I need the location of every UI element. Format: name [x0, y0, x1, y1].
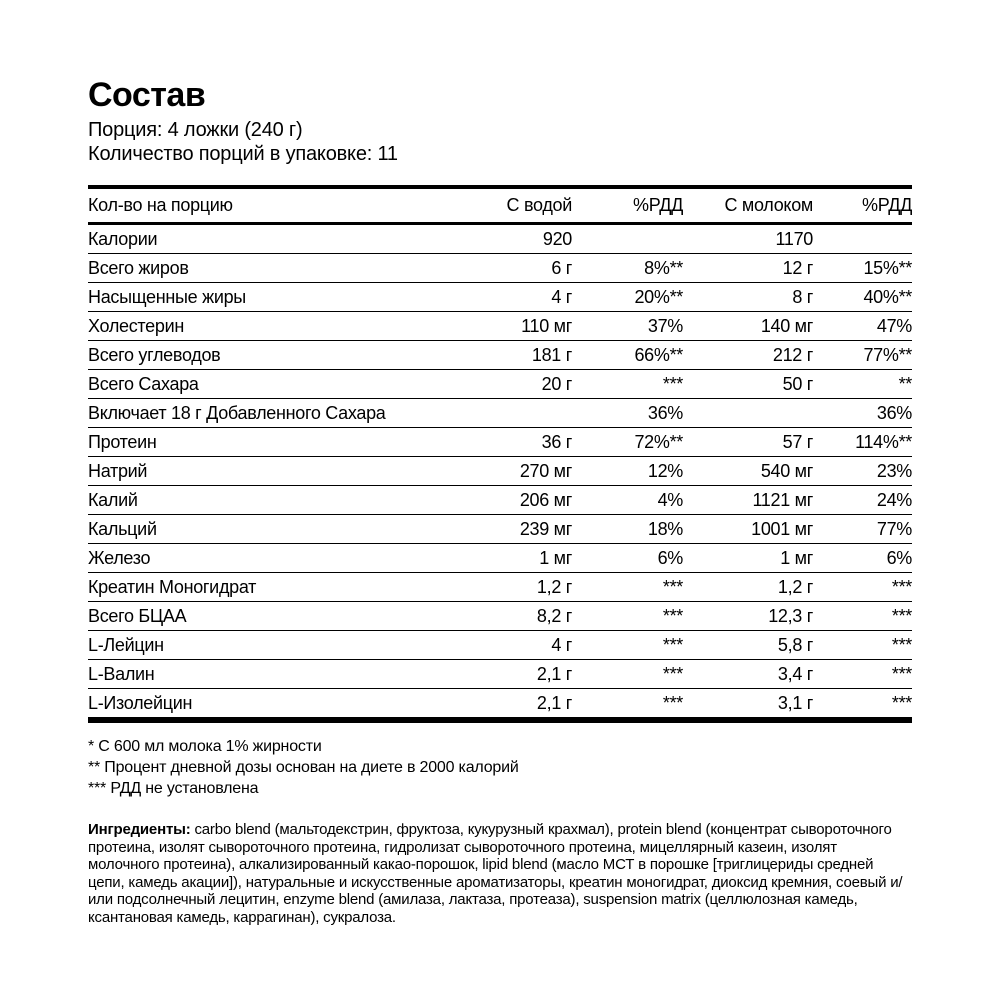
table-row	[88, 254, 912, 283]
cell-water: 239 мг	[448, 515, 572, 544]
cell-label: L-Лейцин	[88, 631, 448, 660]
cell-water: 206 мг	[448, 486, 572, 515]
footnote-milk: * С 600 мл молока 1% жирности	[88, 738, 322, 755]
table-row	[88, 457, 912, 486]
cell-milk_dv: 77%	[813, 515, 912, 544]
cell-water_dv: 6%	[572, 544, 683, 573]
cell-label: Кальций	[88, 515, 448, 544]
cell-water: 2,1 г	[536, 692, 572, 713]
cell-milk: 140 мг	[683, 312, 813, 341]
cell-label: Натрий	[88, 457, 448, 486]
cell-milk: 540 мг	[683, 457, 813, 486]
cell-water	[448, 399, 572, 428]
ingredients-paragraph	[88, 821, 912, 926]
cell-water: 6 г	[448, 254, 572, 283]
cell-water: 36 г	[448, 428, 572, 457]
cell-milk: 3,1 г	[777, 692, 813, 713]
cell-milk_dv: ***	[891, 692, 912, 713]
cell-milk_dv: 36%	[813, 399, 912, 428]
cell-water: 2,1 г	[448, 660, 572, 689]
cell-milk: 1 мг	[683, 544, 813, 573]
cell-milk: 50 г	[683, 370, 813, 399]
cell-water_dv: ***	[572, 660, 683, 689]
page-title: Состав	[88, 76, 206, 114]
table-row	[88, 660, 912, 689]
cell-water_dv: 36%	[572, 399, 683, 428]
cell-water_dv: 12%	[572, 457, 683, 486]
table-row	[88, 573, 912, 602]
col-header-dv-water: %РДД	[572, 187, 683, 224]
cell-water: 20 г	[448, 370, 572, 399]
cell-milk_dv: ***	[813, 660, 912, 689]
cell-water_dv: ***	[572, 370, 683, 399]
cell-water: 1 мг	[448, 544, 572, 573]
table-header	[88, 187, 912, 224]
cell-label: Всего БЦАА	[88, 602, 448, 631]
cell-milk_dv: 77%**	[813, 341, 912, 370]
cell-water_dv: ***	[572, 631, 683, 660]
cell-milk: 1121 мг	[683, 486, 813, 515]
footnotes	[88, 736, 912, 799]
cell-water: 1,2 г	[448, 573, 572, 602]
cell-water_dv: 66%**	[572, 341, 683, 370]
cell-milk_dv: 6%	[813, 544, 912, 573]
table-body	[88, 224, 912, 721]
table-row	[88, 515, 912, 544]
cell-water_dv: ***	[572, 573, 683, 602]
table-row	[88, 399, 912, 428]
cell-water: 181 г	[448, 341, 572, 370]
cell-milk: 12 г	[683, 254, 813, 283]
cell-label: L-Валин	[88, 660, 448, 689]
cell-milk	[683, 399, 813, 428]
cell-label: Протеин	[88, 428, 448, 457]
cell-water: 920	[448, 224, 572, 254]
cell-milk_dv: 114%**	[813, 428, 912, 457]
cell-milk: 1170	[683, 224, 813, 254]
cell-label: Холестерин	[88, 312, 448, 341]
cell-milk_dv: 23%	[813, 457, 912, 486]
cell-water_dv: 20%**	[572, 283, 683, 312]
cell-milk_dv	[813, 224, 912, 254]
cell-label: Включает 18 г Добавленного Сахара	[88, 399, 448, 428]
table-row	[88, 602, 912, 631]
cell-label: Всего жиров	[88, 254, 448, 283]
cell-label: Всего углеводов	[88, 341, 448, 370]
cell-label: Калий	[88, 486, 448, 515]
table-row	[88, 224, 912, 254]
cell-milk_dv: 40%**	[813, 283, 912, 312]
cell-water_dv: 37%	[572, 312, 683, 341]
nutrition-table	[88, 185, 912, 723]
cell-label: Калории	[88, 224, 448, 254]
ingredients-text: carbo blend (мальтодекстрин, фруктоза, кукурузный крахмал), protein blend (концентрат сывороточного протеина, изолят сывороточного протеина, гидролизат сывороточного протеина, мицеллярный казеин, изолят молочного протеина), алкализированный какао-порошок, lipid blend (масло МСТ в порошке [триглицериды средней цепи, камедь акации]), натуральные и искусственные ароматизаторы, креатин моногидрат, диоксид кремния, соевый и/или подсолнечный лецитин, enzyme blend (амилаза, лактаза, протеаза), suspension matrix (целлюлозная камедь, ксантановая камедь, каррагинан), сукралоза.	[88, 821, 903, 926]
cell-water_dv: ***	[572, 602, 683, 631]
table-row	[88, 312, 912, 341]
servings-per-container-line: Количество порций в упаковке: 11	[88, 143, 398, 165]
cell-milk: 5,8 г	[683, 631, 813, 660]
cell-water: 270 мг	[448, 457, 572, 486]
cell-label: Насыщенные жиры	[88, 283, 448, 312]
cell-water: 4 г	[448, 631, 572, 660]
cell-water: 8,2 г	[448, 602, 572, 631]
cell-water_dv: 8%**	[572, 254, 683, 283]
cell-milk_dv: ***	[813, 573, 912, 602]
cell-milk: 1,2 г	[683, 573, 813, 602]
cell-label: Креатин Моногидрат	[88, 573, 448, 602]
ingredients-label: Ингредиенты:	[88, 821, 191, 838]
table-row	[88, 428, 912, 457]
table-row	[88, 689, 912, 721]
label-content	[88, 76, 912, 941]
serving-size-line: Порция: 4 ложки (240 г)	[88, 119, 303, 141]
col-header-amount-per-serving: Кол-во на порцию	[88, 187, 448, 224]
footnote-dv-not-established: *** РДД не установлена	[88, 780, 259, 797]
col-header-with-water: С водой	[448, 187, 572, 224]
cell-label: L-Изолейцин	[88, 692, 193, 713]
cell-water_dv: 72%**	[572, 428, 683, 457]
table-row	[88, 370, 912, 399]
footnote-daily-value: ** Процент дневной дозы основан на диете в 2000 калорий	[88, 759, 519, 776]
table-row	[88, 486, 912, 515]
table-row	[88, 283, 912, 312]
table-row	[88, 544, 912, 573]
cell-milk: 3,4 г	[683, 660, 813, 689]
cell-label: Железо	[88, 544, 448, 573]
cell-water: 110 мг	[448, 312, 572, 341]
col-header-dv-milk: %РДД	[813, 187, 912, 224]
cell-milk: 8 г	[683, 283, 813, 312]
cell-water_dv: ***	[662, 692, 683, 713]
cell-milk_dv: 47%	[813, 312, 912, 341]
cell-milk: 12,3 г	[683, 602, 813, 631]
cell-milk_dv: ***	[813, 631, 912, 660]
cell-milk: 1001 мг	[683, 515, 813, 544]
cell-milk: 57 г	[683, 428, 813, 457]
cell-water: 4 г	[448, 283, 572, 312]
table-row	[88, 341, 912, 370]
cell-milk_dv: ***	[813, 602, 912, 631]
cell-milk: 212 г	[683, 341, 813, 370]
cell-milk_dv: **	[813, 370, 912, 399]
table-row	[88, 631, 912, 660]
cell-milk_dv: 15%**	[813, 254, 912, 283]
cell-water_dv	[572, 224, 683, 254]
col-header-with-milk: С молоком	[683, 187, 813, 224]
cell-label: Всего Сахара	[88, 370, 448, 399]
cell-water_dv: 18%	[572, 515, 683, 544]
cell-water_dv: 4%	[572, 486, 683, 515]
cell-milk_dv: 24%	[813, 486, 912, 515]
table-header-row	[88, 187, 912, 224]
